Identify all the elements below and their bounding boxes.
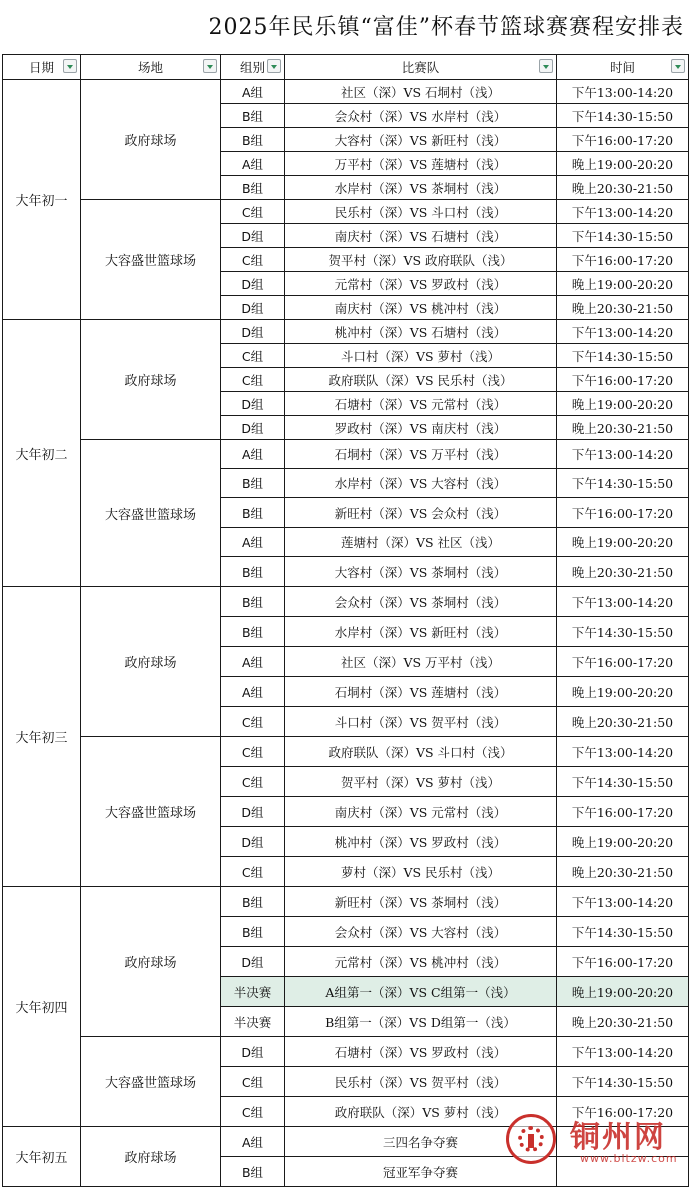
filter-dropdown-icon[interactable] xyxy=(203,59,217,73)
venue-cell: 大容盛世篮球场 xyxy=(81,1037,221,1127)
group-cell: A组 xyxy=(221,528,285,557)
time-cell: 下午13:00-14:20 xyxy=(557,1037,689,1067)
teams-cell: 会众村（深）VS 大容村（浅） xyxy=(285,917,557,947)
time-cell: 下午14:30-15:50 xyxy=(557,767,689,797)
page-title: 2025年民乐镇“富佳”杯春节篮球赛赛程安排表 xyxy=(208,15,684,40)
date-cell: 大年初四 xyxy=(3,887,81,1127)
time-cell: 晚上20:30-21:50 xyxy=(557,707,689,737)
column-header-group xyxy=(221,55,285,80)
time-cell xyxy=(557,1157,689,1187)
group-cell: D组 xyxy=(221,797,285,827)
date-cell: 大年初二 xyxy=(3,320,81,587)
time-cell: 下午14:30-15:50 xyxy=(557,917,689,947)
time-cell: 下午16:00-17:20 xyxy=(557,1097,689,1127)
teams-cell: 新旺村（深）VS 茶垌村（浅） xyxy=(285,887,557,917)
table-row xyxy=(3,587,689,617)
teams-cell: 三四名争夺赛 xyxy=(285,1127,557,1157)
time-cell: 晚上19:00-20:20 xyxy=(557,677,689,707)
teams-cell: 南庆村（深）VS 石塘村（浅） xyxy=(285,224,557,248)
venue-cell: 政府球场 xyxy=(81,1127,221,1187)
group-cell: B组 xyxy=(221,887,285,917)
group-cell: B组 xyxy=(221,587,285,617)
teams-cell: 萝村（深）VS 民乐村（浅） xyxy=(285,857,557,887)
group-cell: C组 xyxy=(221,368,285,392)
header-group-label: 组别 xyxy=(239,60,265,75)
venue-cell: 政府球场 xyxy=(81,320,221,440)
teams-cell: A组第一（深）VS C组第一（浅） xyxy=(285,977,557,1007)
group-cell: A组 xyxy=(221,677,285,707)
teams-cell: 会众村（深）VS 茶垌村（浅） xyxy=(285,587,557,617)
group-cell: D组 xyxy=(221,1037,285,1067)
time-cell: 下午13:00-14:20 xyxy=(557,587,689,617)
filter-dropdown-icon[interactable] xyxy=(671,59,685,73)
watermark-name: 铜州网 xyxy=(570,1120,666,1155)
group-cell: B组 xyxy=(221,617,285,647)
teams-cell: 新旺村（深）VS 会众村（浅） xyxy=(285,498,557,528)
group-cell: A组 xyxy=(221,647,285,677)
time-cell: 下午14:30-15:50 xyxy=(557,1067,689,1097)
venue-cell: 政府球场 xyxy=(81,587,221,737)
group-cell: B组 xyxy=(221,469,285,498)
table-row xyxy=(3,1037,689,1067)
venue-cell: 大容盛世篮球场 xyxy=(81,200,221,320)
time-cell: 下午16:00-17:20 xyxy=(557,797,689,827)
group-cell: D组 xyxy=(221,296,285,320)
header-venue-label: 场地 xyxy=(137,60,163,75)
date-cell: 大年初一 xyxy=(3,80,81,320)
time-cell: 下午13:00-14:20 xyxy=(557,737,689,767)
teams-cell: 万平村（深）VS 莲塘村（浅） xyxy=(285,152,557,176)
group-cell: C组 xyxy=(221,1097,285,1127)
column-header-date xyxy=(3,55,81,80)
teams-cell: 莲塘村（深）VS 社区（浅） xyxy=(285,528,557,557)
group-cell: B组 xyxy=(221,557,285,587)
teams-cell: 民乐村（深）VS 贺平村（浅） xyxy=(285,1067,557,1097)
teams-cell: 水岸村（深）VS 新旺村（浅） xyxy=(285,617,557,647)
filter-dropdown-icon[interactable] xyxy=(539,59,553,73)
teams-cell: 政府联队（深）VS 民乐村（浅） xyxy=(285,368,557,392)
teams-cell: 贺平村（深）VS 萝村（浅） xyxy=(285,767,557,797)
teams-cell: 民乐村（深）VS 斗口村（浅） xyxy=(285,200,557,224)
group-cell: C组 xyxy=(221,200,285,224)
teams-cell: 元常村（深）VS 桃冲村（浅） xyxy=(285,947,557,977)
schedule-table xyxy=(2,54,689,1187)
teams-cell: 社区（深）VS 石垌村（浅） xyxy=(285,80,557,104)
table-row xyxy=(3,80,689,104)
time-cell: 晚上20:30-21:50 xyxy=(557,416,689,440)
time-cell: 下午13:00-14:20 xyxy=(557,80,689,104)
teams-cell: 水岸村（深）VS 茶垌村（浅） xyxy=(285,176,557,200)
venue-cell: 大容盛世篮球场 xyxy=(81,737,221,887)
time-cell: 晚上20:30-21:50 xyxy=(557,296,689,320)
table-row xyxy=(3,320,689,344)
time-cell: 下午16:00-17:20 xyxy=(557,498,689,528)
group-cell: A组 xyxy=(221,1127,285,1157)
teams-cell: 桃冲村（深）VS 罗政村（浅） xyxy=(285,827,557,857)
time-cell: 下午13:00-14:20 xyxy=(557,887,689,917)
time-cell: 下午13:00-14:20 xyxy=(557,440,689,469)
column-header-teams xyxy=(285,55,557,80)
group-cell: B组 xyxy=(221,498,285,528)
venue-cell: 政府球场 xyxy=(81,80,221,200)
time-cell: 晚上20:30-21:50 xyxy=(557,1007,689,1037)
teams-cell: 斗口村（深）VS 萝村（浅） xyxy=(285,344,557,368)
time-cell: 晚上19:00-20:20 xyxy=(557,272,689,296)
time-cell: 下午14:30-15:50 xyxy=(557,224,689,248)
group-cell: 半决赛 xyxy=(221,1007,285,1037)
time-cell: 晚上19:00-20:20 xyxy=(557,152,689,176)
teams-cell: 贺平村（深）VS 政府联队（浅） xyxy=(285,248,557,272)
group-cell: D组 xyxy=(221,392,285,416)
group-cell: D组 xyxy=(221,947,285,977)
group-cell: D组 xyxy=(221,827,285,857)
teams-cell: 大容村（深）VS 新旺村（浅） xyxy=(285,128,557,152)
time-cell: 晚上19:00-20:20 xyxy=(557,528,689,557)
group-cell: C组 xyxy=(221,1067,285,1097)
date-cell: 大年初三 xyxy=(3,587,81,887)
group-cell: C组 xyxy=(221,344,285,368)
time-cell: 晚上19:00-20:20 xyxy=(557,977,689,1007)
time-cell: 下午14:30-15:50 xyxy=(557,104,689,128)
teams-cell: 冠亚军争夺赛 xyxy=(285,1157,557,1187)
column-header-venue xyxy=(81,55,221,80)
time-cell: 下午14:30-15:50 xyxy=(557,469,689,498)
time-cell: 晚上19:00-20:20 xyxy=(557,392,689,416)
teams-cell: 元常村（深）VS 罗政村（浅） xyxy=(285,272,557,296)
teams-cell: 罗政村（深）VS 南庆村（浅） xyxy=(285,416,557,440)
time-cell: 下午16:00-17:20 xyxy=(557,368,689,392)
table-row xyxy=(3,200,689,224)
teams-cell: 政府联队（深）VS 萝村（浅） xyxy=(285,1097,557,1127)
group-cell: D组 xyxy=(221,320,285,344)
table-row xyxy=(3,440,689,469)
group-cell: B组 xyxy=(221,1157,285,1187)
group-cell: A组 xyxy=(221,440,285,469)
time-cell: 下午16:00-17:20 xyxy=(557,647,689,677)
teams-cell: 大容村（深）VS 茶垌村（浅） xyxy=(285,557,557,587)
time-cell: 下午13:00-14:20 xyxy=(557,200,689,224)
teams-cell: 南庆村（深）VS 桃冲村（浅） xyxy=(285,296,557,320)
group-cell: B组 xyxy=(221,176,285,200)
time-cell: 晚上20:30-21:50 xyxy=(557,176,689,200)
teams-cell: 水岸村（深）VS 大容村（浅） xyxy=(285,469,557,498)
group-cell: B组 xyxy=(221,104,285,128)
watermark-url: www.bltzw.com xyxy=(580,1152,678,1165)
group-cell: A组 xyxy=(221,80,285,104)
teams-cell: 桃冲村（深）VS 石塘村（浅） xyxy=(285,320,557,344)
time-cell: 晚上20:30-21:50 xyxy=(557,857,689,887)
header-time-label: 时间 xyxy=(609,60,635,75)
time-cell: 下午13:00-14:20 xyxy=(557,320,689,344)
group-cell: D组 xyxy=(221,272,285,296)
header-teams-label: 比赛队 xyxy=(401,60,440,75)
time-cell: 下午16:00-17:20 xyxy=(557,947,689,977)
group-cell: 半决赛 xyxy=(221,977,285,1007)
column-header-time xyxy=(557,55,689,80)
venue-cell: 政府球场 xyxy=(81,887,221,1037)
table-row xyxy=(3,887,689,917)
teams-cell: 石垌村（深）VS 莲塘村（浅） xyxy=(285,677,557,707)
table-row xyxy=(3,1127,689,1157)
teams-cell: 社区（深）VS 万平村（浅） xyxy=(285,647,557,677)
group-cell: C组 xyxy=(221,857,285,887)
table-row xyxy=(3,737,689,767)
group-cell: B组 xyxy=(221,917,285,947)
group-cell: C组 xyxy=(221,737,285,767)
teams-cell: B组第一（深）VS D组第一（浅） xyxy=(285,1007,557,1037)
group-cell: C组 xyxy=(221,767,285,797)
teams-cell: 石塘村（深）VS 元常村（浅） xyxy=(285,392,557,416)
header-date-label: 日期 xyxy=(28,60,54,75)
group-cell: D组 xyxy=(221,224,285,248)
time-cell xyxy=(557,1127,689,1157)
schedule-body xyxy=(3,80,689,1187)
teams-cell: 石塘村（深）VS 罗政村（浅） xyxy=(285,1037,557,1067)
time-cell: 下午16:00-17:20 xyxy=(557,128,689,152)
group-cell: D组 xyxy=(221,416,285,440)
group-cell: B组 xyxy=(221,128,285,152)
time-cell: 下午16:00-17:20 xyxy=(557,248,689,272)
date-cell: 大年初五 xyxy=(3,1127,81,1187)
group-cell: C组 xyxy=(221,707,285,737)
time-cell: 晚上20:30-21:50 xyxy=(557,557,689,587)
teams-cell: 斗口村（深）VS 贺平村（浅） xyxy=(285,707,557,737)
teams-cell: 政府联队（深）VS 斗口村（浅） xyxy=(285,737,557,767)
time-cell: 晚上19:00-20:20 xyxy=(557,827,689,857)
teams-cell: 南庆村（深）VS 元常村（浅） xyxy=(285,797,557,827)
group-cell: C组 xyxy=(221,248,285,272)
venue-cell: 大容盛世篮球场 xyxy=(81,440,221,587)
teams-cell: 会众村（深）VS 水岸村（浅） xyxy=(285,104,557,128)
filter-dropdown-icon[interactable] xyxy=(267,59,281,73)
group-cell: A组 xyxy=(221,152,285,176)
time-cell: 下午14:30-15:50 xyxy=(557,344,689,368)
time-cell: 下午14:30-15:50 xyxy=(557,617,689,647)
filter-dropdown-icon[interactable] xyxy=(63,59,77,73)
teams-cell: 石垌村（深）VS 万平村（浅） xyxy=(285,440,557,469)
header-row xyxy=(3,55,689,80)
